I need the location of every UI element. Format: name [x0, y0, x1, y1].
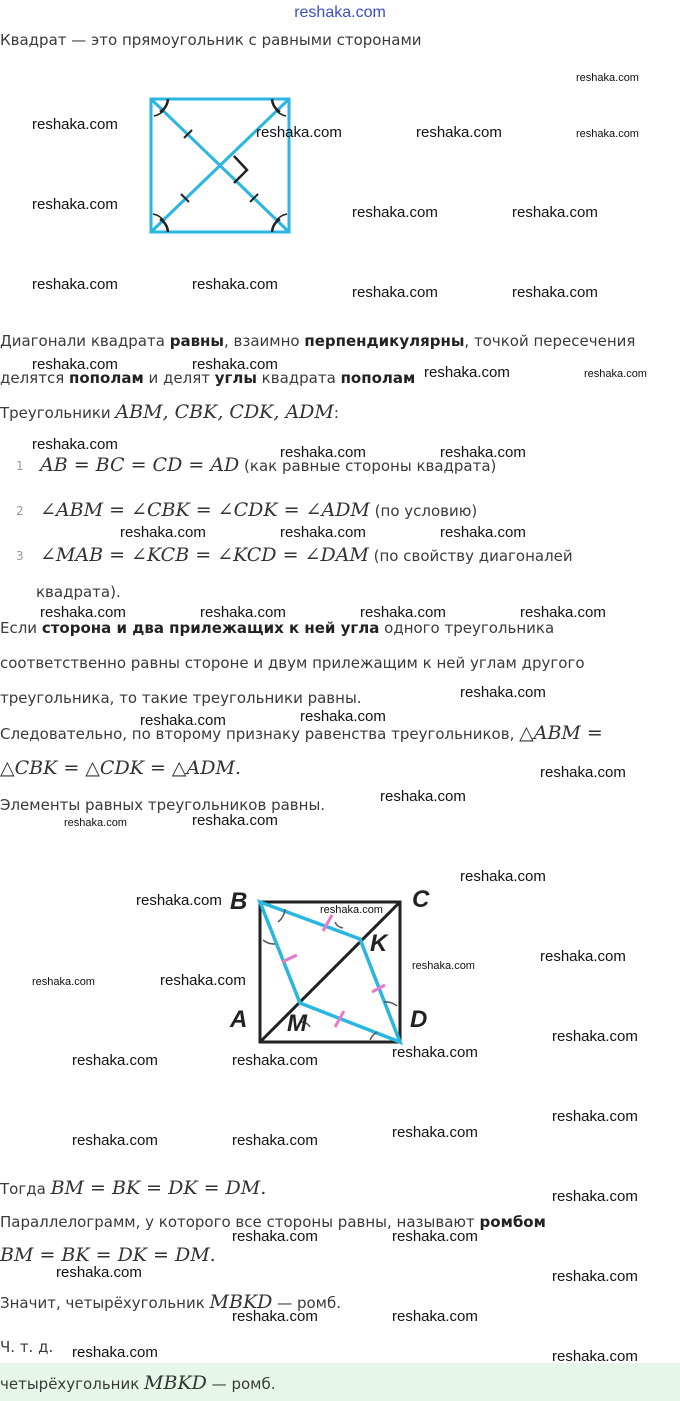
vertex-label-A: A	[230, 1006, 248, 1033]
list-num-2: 2	[16, 504, 24, 518]
watermark: reshaka.com	[360, 604, 446, 621]
rule-line-1: Если сторона и два прилежащих к ней угла одного треугольника	[0, 619, 555, 637]
watermark: reshaka.com	[460, 684, 546, 701]
watermark: reshaka.com	[232, 1228, 318, 1245]
watermark: reshaka.com	[72, 1344, 158, 1361]
qed-text: Ч. т. д.	[0, 1338, 54, 1356]
watermark: reshaka.com	[192, 276, 278, 293]
watermark: reshaka.com	[380, 788, 466, 805]
watermark: reshaka.com	[584, 368, 647, 380]
watermark: reshaka.com	[140, 712, 226, 729]
intro-text: Квадрат — это прямоугольник с равными сторонами	[0, 31, 422, 49]
watermark: reshaka.com	[552, 1028, 638, 1045]
list-item-1: AB = BC = CD = AD (как равные стороны квадрата)	[40, 454, 497, 476]
watermark: reshaka.com	[32, 276, 118, 293]
watermark: reshaka.com	[512, 204, 598, 221]
watermark: reshaka.com	[136, 892, 222, 909]
watermark: reshaka.com	[200, 604, 286, 621]
watermark: reshaka.com	[72, 1052, 158, 1069]
watermark: reshaka.com	[392, 1044, 478, 1061]
vertex-label-K: K	[370, 930, 388, 957]
rule-line-3: треугольника, то такие треугольники равны.	[0, 689, 362, 707]
watermark: reshaka.com	[160, 972, 246, 989]
consequence-line-1: Следовательно, по второму признаку равенства треугольников, △ABM =	[0, 722, 603, 744]
watermark: reshaka.com	[392, 1228, 478, 1245]
list-num-1: 1	[16, 459, 24, 473]
elements-text: Элементы равных треугольников равны.	[0, 796, 326, 814]
watermark: reshaka.com	[352, 204, 438, 221]
watermark: reshaka.com	[540, 764, 626, 781]
diagonals-line-2: делятся пополам и делят углы квадрата пополам	[0, 369, 416, 387]
list-item-2: ∠ABM = ∠CBK = ∠CDK = ∠ADM (по условию)	[40, 499, 478, 521]
diagonals-line-1: Диагонали квадрата равны, взаимно перпендикулярны, точкой пересечения	[0, 332, 636, 350]
watermark: reshaka.com	[40, 604, 126, 621]
rhombus-equation: BM = BK = DK = DM.	[0, 1244, 216, 1266]
watermark: reshaka.com	[32, 196, 118, 213]
watermark: reshaka.com	[232, 1308, 318, 1325]
watermark: reshaka.com	[300, 708, 386, 725]
vertex-label-B: B	[230, 888, 248, 915]
watermark: reshaka.com	[64, 817, 127, 829]
watermark: reshaka.com	[552, 1108, 638, 1125]
list-num-3: 3	[16, 549, 24, 563]
watermark: reshaka.com	[32, 976, 95, 988]
watermark: reshaka.com	[552, 1348, 638, 1365]
watermark: reshaka.com	[72, 1132, 158, 1149]
watermark: reshaka.com	[192, 812, 278, 829]
watermark: reshaka.com	[552, 1188, 638, 1205]
watermark: reshaka.com	[352, 284, 438, 301]
watermark: reshaka.com	[460, 868, 546, 885]
watermark: reshaka.com	[512, 284, 598, 301]
watermark: reshaka.com	[424, 364, 510, 381]
answer-box	[0, 1363, 680, 1401]
triangles-line: Треугольники ABM, CBK, CDK, ADM:	[0, 401, 339, 423]
watermark: reshaka.com	[576, 128, 639, 140]
vertex-label-M: M	[287, 1010, 307, 1037]
watermark: reshaka.com	[520, 604, 606, 621]
list-item-3: ∠MAB = ∠KCB = ∠KCD = ∠DAM (по свойству диагоналей	[40, 544, 573, 566]
watermark: reshaka.com	[280, 444, 366, 461]
watermark: reshaka.com	[256, 124, 342, 141]
answer-text: четырёхугольник MBKD — ромб.	[0, 1372, 276, 1394]
vertex-label-C: C	[412, 886, 430, 913]
watermark: reshaka.com	[280, 524, 366, 541]
watermark: reshaka.com	[540, 948, 626, 965]
then-line: Тогда BM = BK = DK = DM.	[0, 1177, 267, 1199]
watermark: reshaka.com	[440, 444, 526, 461]
watermark: reshaka.com	[320, 904, 383, 916]
watermark: reshaka.com	[56, 1264, 142, 1281]
watermark: reshaka.com	[392, 1308, 478, 1325]
watermark: reshaka.com	[576, 72, 639, 84]
watermark: reshaka.com	[32, 356, 118, 373]
watermark: reshaka.com	[232, 1132, 318, 1149]
conclusion-line: Значит, четырёхугольник MBKD — ромб.	[0, 1291, 341, 1313]
watermark: reshaka.com	[440, 524, 526, 541]
watermark: reshaka.com	[392, 1124, 478, 1141]
watermark: reshaka.com	[412, 960, 475, 972]
watermark: reshaka.com	[32, 436, 118, 453]
square-figure	[148, 96, 294, 236]
watermark: reshaka.com	[232, 1052, 318, 1069]
rhombus-definition: Параллелограмм, у которого все стороны равны, называют ромбом	[0, 1213, 546, 1231]
watermark: reshaka.com	[416, 124, 502, 141]
rule-line-2: соответственно равны стороне и двум прилежащим к ней углам другого	[0, 654, 585, 672]
watermark: reshaka.com	[32, 116, 118, 133]
watermark: reshaka.com	[120, 524, 206, 541]
watermark: reshaka.com	[552, 1268, 638, 1285]
watermark: reshaka.com	[192, 356, 278, 373]
site-logo[interactable]: reshaka.com	[294, 4, 386, 21]
vertex-label-D: D	[410, 1006, 428, 1033]
site-logo-link[interactable]	[0, 2, 680, 22]
list-item-3-cont: квадрата).	[36, 583, 121, 601]
consequence-line-2: △CBK = △CDK = △ADM.	[0, 757, 241, 779]
